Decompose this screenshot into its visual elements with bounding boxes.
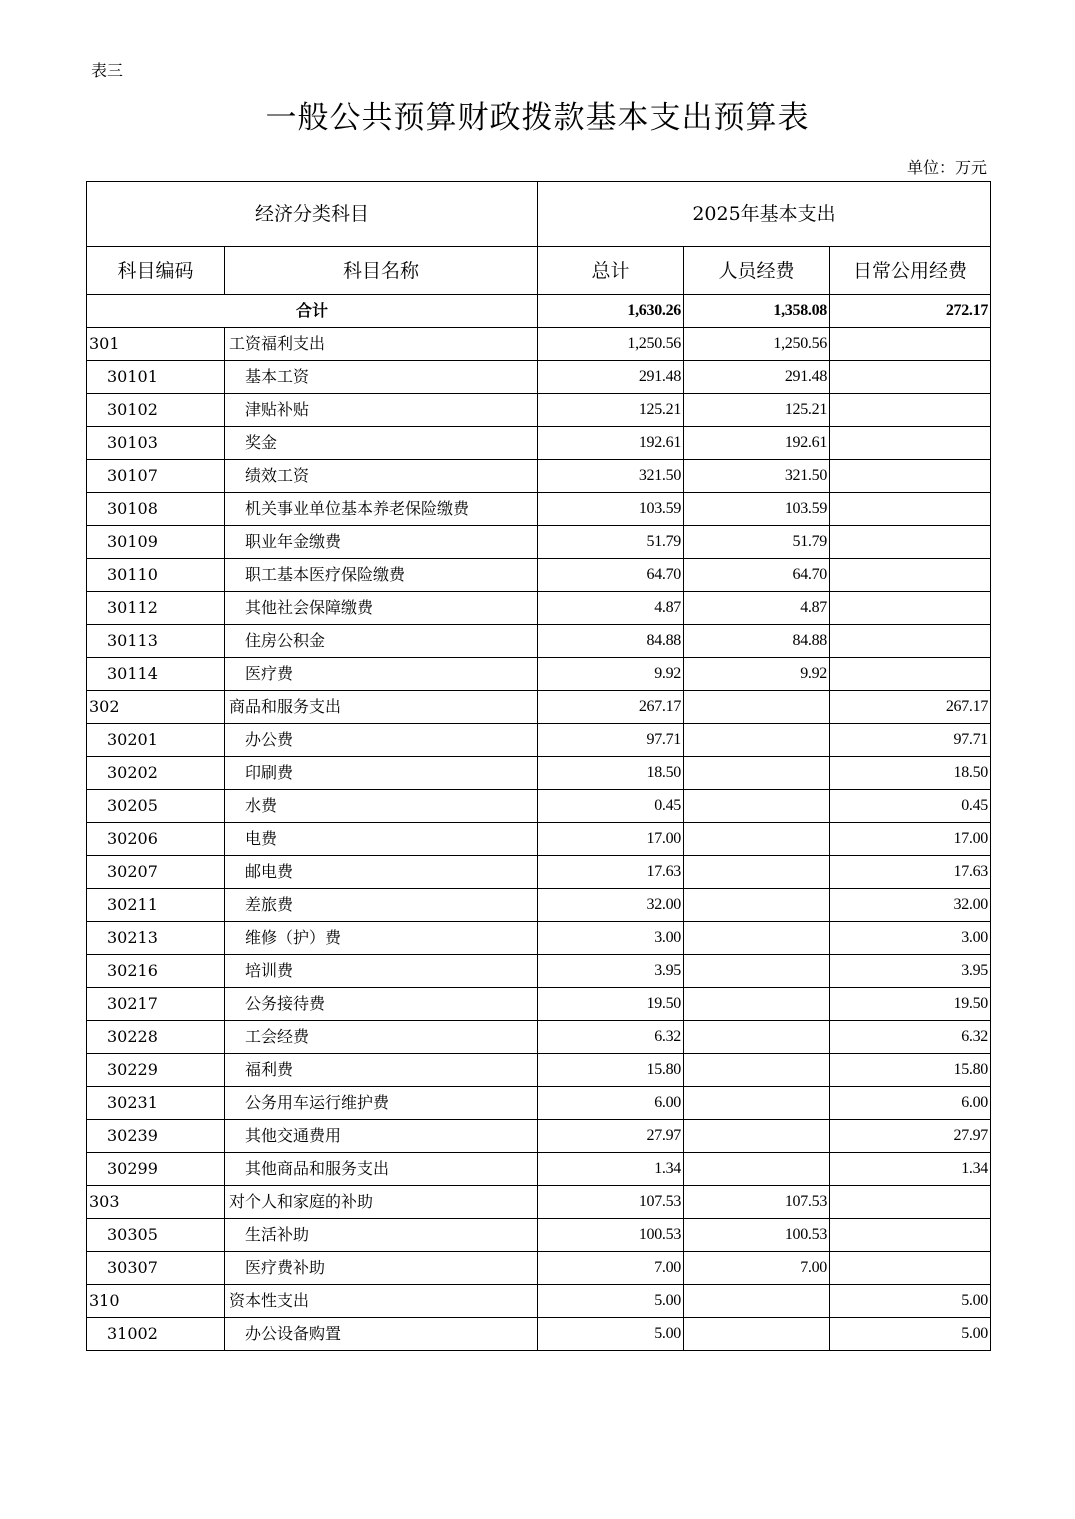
unit-label: 单位：万元 xyxy=(906,158,987,177)
row-personnel: 84.88 xyxy=(684,625,830,658)
table-row xyxy=(87,988,991,1021)
row-public xyxy=(830,493,991,526)
row-public xyxy=(830,625,991,658)
table-row xyxy=(87,493,991,526)
row-code: 30211 xyxy=(87,889,225,922)
row-public: 97.71 xyxy=(830,724,991,757)
row-name: 差旅费 xyxy=(225,889,538,922)
row-name: 办公费 xyxy=(225,724,538,757)
row-public xyxy=(830,559,991,592)
row-personnel: 321.50 xyxy=(684,460,830,493)
total-row xyxy=(87,295,991,328)
row-code: 30228 xyxy=(87,1021,225,1054)
table-row xyxy=(87,1318,991,1351)
row-total: 321.50 xyxy=(538,460,684,493)
row-public xyxy=(830,1219,991,1252)
row-code: 310 xyxy=(87,1285,225,1318)
row-total: 5.00 xyxy=(538,1285,684,1318)
table-row xyxy=(87,1021,991,1054)
row-total: 7.00 xyxy=(538,1252,684,1285)
row-total: 27.97 xyxy=(538,1120,684,1153)
row-personnel: 192.61 xyxy=(684,427,830,460)
row-public: 18.50 xyxy=(830,757,991,790)
row-name: 生活补助 xyxy=(225,1219,538,1252)
total-label: 合计 xyxy=(87,295,538,328)
row-personnel xyxy=(684,1021,830,1054)
row-code: 30102 xyxy=(87,394,225,427)
row-name: 绩效工资 xyxy=(225,460,538,493)
row-total: 1,250.56 xyxy=(538,328,684,361)
table-row xyxy=(87,955,991,988)
row-name: 公务用车运行维护费 xyxy=(225,1087,538,1120)
table-row xyxy=(87,559,991,592)
table-row xyxy=(87,526,991,559)
row-code: 30107 xyxy=(87,460,225,493)
row-name: 职工基本医疗保险缴费 xyxy=(225,559,538,592)
table-row xyxy=(87,328,991,361)
row-personnel: 51.79 xyxy=(684,526,830,559)
row-name: 机关事业单位基本养老保险缴费 xyxy=(225,493,538,526)
row-public xyxy=(830,592,991,625)
header-economic-classification: 经济分类科目 xyxy=(87,182,538,247)
row-code: 30201 xyxy=(87,724,225,757)
table-row xyxy=(87,592,991,625)
row-personnel xyxy=(684,955,830,988)
table-row xyxy=(87,790,991,823)
row-name: 福利费 xyxy=(225,1054,538,1087)
row-total: 64.70 xyxy=(538,559,684,592)
row-total: 32.00 xyxy=(538,889,684,922)
header-basic-expenditure-2025: 2025年基本支出 xyxy=(538,182,991,247)
table-body xyxy=(87,182,991,1351)
budget-table xyxy=(86,181,991,1351)
row-name: 其他社会保障缴费 xyxy=(225,592,538,625)
row-name: 资本性支出 xyxy=(225,1285,538,1318)
row-personnel: 100.53 xyxy=(684,1219,830,1252)
row-public: 27.97 xyxy=(830,1120,991,1153)
table-number-label: 表三 xyxy=(91,61,124,80)
row-code: 30202 xyxy=(87,757,225,790)
row-name: 邮电费 xyxy=(225,856,538,889)
table-row xyxy=(87,724,991,757)
row-name: 住房公积金 xyxy=(225,625,538,658)
table-row xyxy=(87,625,991,658)
total-personnel: 1,358.08 xyxy=(684,295,830,328)
row-name: 其他交通费用 xyxy=(225,1120,538,1153)
row-public: 3.95 xyxy=(830,955,991,988)
row-public xyxy=(830,328,991,361)
row-public: 0.45 xyxy=(830,790,991,823)
row-code: 30108 xyxy=(87,493,225,526)
row-name: 奖金 xyxy=(225,427,538,460)
row-public xyxy=(830,361,991,394)
header-row-group xyxy=(87,182,991,247)
header-subject-code: 科目编码 xyxy=(87,247,225,295)
table-row xyxy=(87,1087,991,1120)
row-public: 17.63 xyxy=(830,856,991,889)
table-row xyxy=(87,856,991,889)
row-name: 办公设备购置 xyxy=(225,1318,538,1351)
row-code: 30239 xyxy=(87,1120,225,1153)
row-code: 30206 xyxy=(87,823,225,856)
row-total: 125.21 xyxy=(538,394,684,427)
table-row xyxy=(87,394,991,427)
row-name: 医疗费补助 xyxy=(225,1252,538,1285)
row-personnel: 107.53 xyxy=(684,1186,830,1219)
row-public: 6.32 xyxy=(830,1021,991,1054)
row-public: 267.17 xyxy=(830,691,991,724)
row-total: 17.63 xyxy=(538,856,684,889)
row-total: 17.00 xyxy=(538,823,684,856)
row-personnel: 291.48 xyxy=(684,361,830,394)
row-total: 18.50 xyxy=(538,757,684,790)
row-personnel: 4.87 xyxy=(684,592,830,625)
row-public: 17.00 xyxy=(830,823,991,856)
row-name: 公务接待费 xyxy=(225,988,538,1021)
row-total: 103.59 xyxy=(538,493,684,526)
row-code: 30217 xyxy=(87,988,225,1021)
table-row xyxy=(87,1252,991,1285)
row-personnel: 9.92 xyxy=(684,658,830,691)
row-code: 30114 xyxy=(87,658,225,691)
row-personnel xyxy=(684,922,830,955)
row-name: 基本工资 xyxy=(225,361,538,394)
row-total: 3.00 xyxy=(538,922,684,955)
header-personnel-expenses: 人员经费 xyxy=(684,247,830,295)
row-code: 30205 xyxy=(87,790,225,823)
row-code: 30229 xyxy=(87,1054,225,1087)
row-personnel: 7.00 xyxy=(684,1252,830,1285)
row-total: 97.71 xyxy=(538,724,684,757)
row-total: 3.95 xyxy=(538,955,684,988)
row-personnel xyxy=(684,1318,830,1351)
row-total: 4.87 xyxy=(538,592,684,625)
row-public xyxy=(830,460,991,493)
header-total: 总计 xyxy=(538,247,684,295)
table-row xyxy=(87,460,991,493)
table-row xyxy=(87,823,991,856)
row-code: 30216 xyxy=(87,955,225,988)
row-code: 30207 xyxy=(87,856,225,889)
row-code: 30110 xyxy=(87,559,225,592)
row-code: 30113 xyxy=(87,625,225,658)
table-row xyxy=(87,889,991,922)
row-personnel: 103.59 xyxy=(684,493,830,526)
row-code: 302 xyxy=(87,691,225,724)
row-name: 工会经费 xyxy=(225,1021,538,1054)
table-row xyxy=(87,361,991,394)
header-daily-public-expenses: 日常公用经费 xyxy=(830,247,991,295)
row-name: 职业年金缴费 xyxy=(225,526,538,559)
row-personnel xyxy=(684,1120,830,1153)
row-code: 30231 xyxy=(87,1087,225,1120)
table-row xyxy=(87,1219,991,1252)
row-name: 医疗费 xyxy=(225,658,538,691)
row-personnel xyxy=(684,790,830,823)
table-row xyxy=(87,691,991,724)
table-row xyxy=(87,1285,991,1318)
row-code: 30101 xyxy=(87,361,225,394)
table-row xyxy=(87,757,991,790)
row-personnel xyxy=(684,1153,830,1186)
row-total: 0.45 xyxy=(538,790,684,823)
row-personnel xyxy=(684,757,830,790)
row-total: 51.79 xyxy=(538,526,684,559)
row-personnel xyxy=(684,691,830,724)
row-total: 6.32 xyxy=(538,1021,684,1054)
row-name: 水费 xyxy=(225,790,538,823)
row-public: 5.00 xyxy=(830,1285,991,1318)
row-public xyxy=(830,1186,991,1219)
row-name: 培训费 xyxy=(225,955,538,988)
header-row-columns xyxy=(87,247,991,295)
table-row xyxy=(87,922,991,955)
row-code: 31002 xyxy=(87,1318,225,1351)
row-personnel xyxy=(684,1087,830,1120)
row-total: 192.61 xyxy=(538,427,684,460)
header-subject-name: 科目名称 xyxy=(225,247,538,295)
row-total: 84.88 xyxy=(538,625,684,658)
row-total: 5.00 xyxy=(538,1318,684,1351)
row-total: 291.48 xyxy=(538,361,684,394)
row-personnel xyxy=(684,856,830,889)
row-public: 5.00 xyxy=(830,1318,991,1351)
row-public xyxy=(830,526,991,559)
row-public xyxy=(830,427,991,460)
row-name: 电费 xyxy=(225,823,538,856)
table-row xyxy=(87,1120,991,1153)
row-name: 商品和服务支出 xyxy=(225,691,538,724)
row-name: 印刷费 xyxy=(225,757,538,790)
row-total: 6.00 xyxy=(538,1087,684,1120)
total-total: 1,630.26 xyxy=(538,295,684,328)
row-code: 303 xyxy=(87,1186,225,1219)
row-public: 19.50 xyxy=(830,988,991,1021)
row-total: 9.92 xyxy=(538,658,684,691)
row-total: 267.17 xyxy=(538,691,684,724)
row-personnel: 125.21 xyxy=(684,394,830,427)
row-code: 30307 xyxy=(87,1252,225,1285)
row-name: 津贴补贴 xyxy=(225,394,538,427)
row-name: 对个人和家庭的补助 xyxy=(225,1186,538,1219)
row-personnel xyxy=(684,823,830,856)
table-row xyxy=(87,658,991,691)
row-public: 15.80 xyxy=(830,1054,991,1087)
row-code: 30299 xyxy=(87,1153,225,1186)
row-code: 30109 xyxy=(87,526,225,559)
row-total: 15.80 xyxy=(538,1054,684,1087)
row-public xyxy=(830,658,991,691)
row-total: 100.53 xyxy=(538,1219,684,1252)
row-name: 维修（护）费 xyxy=(225,922,538,955)
row-public: 6.00 xyxy=(830,1087,991,1120)
row-code: 30213 xyxy=(87,922,225,955)
row-code: 30103 xyxy=(87,427,225,460)
row-personnel xyxy=(684,889,830,922)
row-personnel: 1,250.56 xyxy=(684,328,830,361)
row-personnel: 64.70 xyxy=(684,559,830,592)
table-row xyxy=(87,1153,991,1186)
row-personnel xyxy=(684,724,830,757)
row-code: 30112 xyxy=(87,592,225,625)
row-public: 1.34 xyxy=(830,1153,991,1186)
row-personnel xyxy=(684,1054,830,1087)
row-total: 19.50 xyxy=(538,988,684,1021)
row-public: 32.00 xyxy=(830,889,991,922)
row-code: 301 xyxy=(87,328,225,361)
row-total: 1.34 xyxy=(538,1153,684,1186)
table-row xyxy=(87,1186,991,1219)
table-row xyxy=(87,1054,991,1087)
page-title: 一般公共预算财政拨款基本支出预算表 xyxy=(265,100,810,136)
row-code: 30305 xyxy=(87,1219,225,1252)
row-public: 3.00 xyxy=(830,922,991,955)
row-public xyxy=(830,1252,991,1285)
row-personnel xyxy=(684,1285,830,1318)
row-personnel xyxy=(684,988,830,1021)
row-public xyxy=(830,394,991,427)
table-row xyxy=(87,427,991,460)
row-name: 工资福利支出 xyxy=(225,328,538,361)
row-total: 107.53 xyxy=(538,1186,684,1219)
row-name: 其他商品和服务支出 xyxy=(225,1153,538,1186)
total-public: 272.17 xyxy=(830,295,991,328)
